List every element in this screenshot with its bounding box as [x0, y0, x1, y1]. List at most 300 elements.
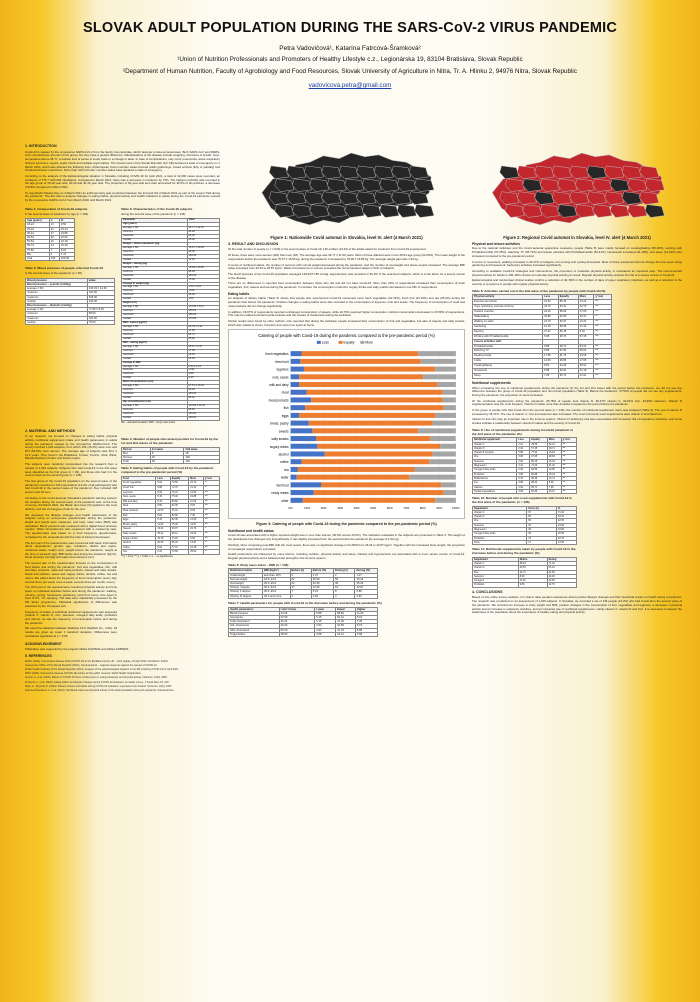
table-cell: 27	[49, 231, 59, 235]
table-cell: Magnesium	[473, 528, 527, 532]
table-cell: minimum	[122, 349, 188, 353]
table-cell: 79.00	[87, 320, 114, 324]
table-cell: 69.12	[170, 532, 189, 537]
table-cell: 25-34	[26, 227, 50, 231]
table-cell: 19.85	[59, 231, 74, 235]
table-cell: 21	[49, 227, 59, 231]
table-cell: ***	[594, 359, 612, 364]
table-cell: Vitamin B complex	[473, 451, 517, 455]
table-cell: 46.00	[187, 239, 219, 243]
table-cell: 20.59	[557, 532, 577, 536]
paragraph: Of the total number of people (n = 1 029) in the second wave of Covid-19, 136 entities (13.2% of the adults asked for treatment from Covid-19 experienced.	[228, 247, 427, 252]
table-cell: Watching TV	[473, 349, 543, 354]
poster-title: SLOVAK ADULT POPULATION DURING THE SARS-CoV-2 VIRUS PANDEMIC	[82, 20, 617, 36]
table-cell: 2.94	[517, 446, 530, 450]
table-cell: 35-44	[26, 231, 50, 235]
table-caption: Table 9: Use of nutritional supplements during Covid-19 pandemic in the 2nd wave of the pandemic (%)	[472, 427, 574, 436]
table-supplements	[472, 437, 577, 494]
table-cell: 170.33 ± 8.07	[187, 306, 219, 310]
column-left	[25, 142, 220, 693]
table-cell: 14.71	[518, 570, 547, 574]
slovakia-map-regional	[472, 142, 682, 234]
table-cell: 73.00	[187, 278, 219, 282]
table-cell: 19.85	[189, 495, 203, 500]
table-cell: 130.00	[187, 254, 219, 258]
table-header-cell: Total	[187, 219, 219, 223]
table-cell: 16.18	[547, 451, 561, 455]
table-cell: 79.41	[170, 509, 189, 514]
table-header-cell: Before (%)	[311, 569, 333, 573]
table-cell: 28.68	[547, 455, 561, 459]
authors: Petra Vadovičová¹, Katarína Fatrcová-Šramková²	[279, 45, 421, 52]
table-activities	[472, 294, 612, 378]
table-cell: 84.56	[530, 468, 548, 472]
bar-segment	[297, 475, 410, 480]
table-cell: 34	[150, 456, 184, 460]
table-cell: 8.09	[189, 504, 203, 509]
table-cell: average ± SD	[122, 405, 188, 409]
table-cell: 75-84	[26, 248, 50, 252]
table-cell: 33.09	[557, 528, 577, 532]
table-cell: 6.62	[156, 481, 170, 486]
table-cell: 39.71	[547, 446, 561, 450]
paragraph: The blood pressure of the Covid-19 population averaged 133.03/77.89 mmHg. Hypertension was recorded in 36.4% of the examined subjects, which is a risk factor for a severe course of the disease.	[228, 271, 465, 280]
table-header-cell: Food	[122, 476, 156, 481]
table-cell: 71.32	[557, 510, 577, 514]
table-header-cell: %	[557, 506, 577, 510]
table-cell: ***	[594, 324, 612, 329]
bar-segment	[435, 498, 456, 503]
table-cell: 20.59	[547, 579, 576, 583]
table-cell: 71.32	[547, 561, 576, 565]
table-cell: maximum	[122, 333, 188, 337]
table-cell: 18	[184, 451, 220, 455]
table-cell: Meat products	[122, 509, 156, 514]
paragraph: According to the analysis of the Epidemiological situation in Slovakia, including COVID-19 for April 2021, a total of 42,000 cases were recorded, an incidence of 775.7 /100 000 inhabitants. Compared to March 2021, there was a decrease in incidence by 72%. The highest morbidity was recorded in the age group of 15-19 year olds, 20-24 and 40-44 year olds. The proportion of 45-year-olds and older accounted for 32.6% of all positives, a decrease of 8.6% compared to March 2021.	[25, 173, 220, 190]
table-cell: 20.59	[156, 541, 170, 546]
bar-segment	[444, 490, 456, 495]
table-cell: 77.94	[530, 451, 548, 455]
table-cell: Calcium	[473, 485, 517, 489]
table-row	[473, 489, 577, 493]
category-label: ready meals	[271, 491, 289, 496]
table-cell: 41.91	[578, 373, 594, 378]
table-cell: 198.00	[187, 314, 219, 318]
table-cell: 145.00	[187, 412, 219, 416]
table-cell: 14.00	[187, 294, 219, 298]
table-cell: 30.88	[543, 315, 559, 320]
table-cell: 6.62	[156, 545, 170, 550]
table-cell: 77.21	[170, 545, 189, 550]
table-cell: 0.35	[187, 377, 219, 381]
table-cell: 21.32	[547, 464, 561, 468]
table-caption: Table 2: Blood pressure of people, who had Covid-19	[25, 266, 103, 271]
reference-item: ECDC (2020). Coronavirus disease 2019 (COVID-19) in the EU/EEA and the UK – ninth update, 23 April 2020. Stockholm: ECDC.	[25, 659, 169, 663]
table-age	[25, 218, 75, 261]
legend-label: Equally	[343, 341, 355, 346]
table-cell: 12.50	[557, 540, 577, 544]
table-cell: maximum	[122, 274, 188, 278]
table-cell: 106.00	[87, 291, 114, 295]
table-cell: 2.21	[517, 442, 530, 446]
table-cell: 2.94	[315, 624, 336, 628]
table-cell: -2.94	[187, 369, 219, 373]
table-header-cell: Less	[543, 295, 559, 300]
table-cell: 14	[49, 244, 59, 248]
table-cell: Iron	[473, 481, 517, 485]
map-district	[269, 166, 288, 179]
table-cell: *	[203, 527, 219, 532]
table-cell: 24.26	[558, 364, 578, 369]
contact-email-link[interactable]: vadovicova.petra@gmail.com	[308, 82, 392, 89]
bar-segment	[302, 460, 430, 465]
section-heading-results: 3. RESULT AND DISCUSSION	[228, 241, 279, 246]
table-cell: 22.79	[543, 305, 559, 310]
table-cell: 35.29	[355, 582, 378, 586]
table-cell: **	[594, 315, 612, 320]
table-cell: Outdoor exercise	[473, 310, 543, 315]
x-tick-label: 50%	[370, 506, 377, 511]
map-district	[610, 205, 629, 218]
table-cell: median	[26, 299, 88, 303]
table-cell: 58.00	[87, 312, 114, 316]
bar-segment	[291, 467, 298, 472]
table-cell: ***	[561, 489, 576, 493]
table-cell: average ± SD	[26, 287, 88, 291]
table-cell: 25.48	[187, 337, 219, 341]
table-cell: 5.15	[355, 624, 377, 628]
table-cell: **	[203, 481, 219, 486]
table-cell: ***	[594, 373, 612, 378]
table-cell: 5.88	[355, 590, 378, 594]
table-caption: Table 5: Eating habits of people with Covid-19 by the pandemic compared to the pre-pandemic period (%)	[121, 466, 214, 475]
table-cell: 4.84	[187, 373, 219, 377]
table-cell: 42.00	[187, 250, 219, 254]
paragraph: In addition, 63.97% of respondents reported unchanged consumption of sweets, while 22.79% reported higher consumption. Alcohol consumption decreased in 20.59% of respondents. This may be related to limited social contacts and the closure of restaurants during the lockdown.	[228, 309, 465, 318]
table-cell: average ± SD	[122, 266, 188, 270]
table-cell: maximum	[122, 254, 188, 258]
bar-segment	[316, 436, 430, 441]
table-header-cell: Less	[517, 438, 530, 442]
table-cell: Zinc	[473, 519, 527, 523]
table-cell: 1.47	[311, 573, 333, 577]
table-cell: Eggs	[122, 518, 156, 523]
table-cell: 18.5–24.9	[262, 577, 290, 581]
bar-segment	[430, 436, 455, 441]
bar-segment	[309, 421, 433, 426]
paragraph: The second part of the questionnaire focused on the consumption of food before and during the pandemic: fruit and vegetables, fish, milk and dairy products, meat and meat products, sweets and salty snacks, bread and pastries, sweet and sugary drinks, alcohol, coffee, tea and others. We asked about the frequency of food consumption (every day, several times per week, once a week, several times per month, never).	[25, 561, 117, 584]
bar-segment	[298, 467, 415, 472]
bar-segment	[291, 429, 313, 434]
table-row	[473, 540, 577, 544]
table-cell: 2	[290, 573, 311, 577]
bar-segment	[291, 421, 309, 426]
table-cell: ***	[594, 300, 612, 305]
subsection-heading: Physical and leisure activities	[472, 241, 521, 246]
table-cell: Walking on stairs	[473, 319, 543, 324]
table-cell: 15.44	[59, 227, 74, 231]
table-cell: Triglycerides	[229, 632, 280, 636]
category-label: meat	[281, 391, 289, 396]
map-district	[500, 166, 519, 179]
table-cell: Normal weight	[229, 577, 263, 581]
table-cell: **	[203, 541, 219, 546]
table-cell: minimum	[122, 409, 188, 413]
table-cell: Alcohol	[122, 541, 156, 546]
table-cell: 4.41	[156, 550, 170, 555]
table-cell: **	[203, 550, 219, 555]
table-header-cell: Less	[156, 476, 170, 481]
table-caption: Table 10: Number of people who used supplements with Covid-19 in the 2nd wave of the pandemic (n = 136)	[472, 496, 572, 504]
table-cell: 13.24	[578, 319, 594, 324]
table-cell: Weight – during (kg)	[122, 262, 188, 266]
paragraph: The first part of the questionnaire was concerned with basic information about respondents: gender, age, residence, district and region, nutritional status, height (cm), weight before the pandemic, weight at the time of research (kg), BMI before and during the pandemic (kg/m²), blood pressure (mmHg) and waist circumference (cm).	[25, 540, 117, 560]
table-cell: Fish	[122, 513, 156, 518]
table-cell: 66.18	[558, 329, 578, 334]
table-cell: median	[122, 278, 188, 282]
category-label: sugary drinks	[269, 445, 289, 450]
category-label: legumes	[276, 367, 289, 372]
table-cell: 52.21	[336, 615, 356, 619]
table-cell: 27.21	[543, 329, 559, 334]
table-cell: ***	[594, 310, 612, 315]
x-tick-label: 60%	[386, 506, 393, 511]
table-cell: 7.35	[543, 373, 559, 378]
table-cell: 67.65	[530, 455, 548, 459]
table-cell: 28	[527, 532, 557, 536]
paragraph: In the group of people who had Covid-19 in the second wave (n = 136), the number of nutritional supplement users was analysed (Table 9). The use of vitamin D increased by 39.71%. The use of vitamin C, zinc and selenium also increased. The most commonly used supplements were vitamin C and vitamin D.	[472, 408, 682, 416]
table-cell: 16.91	[547, 459, 561, 463]
map-district	[380, 205, 399, 218]
table-cell: ***	[561, 476, 576, 480]
table-cell: 42.65	[547, 570, 576, 574]
table-cell: minimum	[122, 369, 188, 373]
table-cell: maximum	[122, 353, 188, 357]
table-cell: 58.82	[336, 611, 356, 615]
table-cell: ***	[594, 319, 612, 324]
table-cell: BMI – during (kg/m²)	[122, 341, 188, 345]
bar-segment	[442, 398, 455, 403]
table-cell: 13.97	[189, 541, 203, 546]
reference-item: Sidor, A., Rzymski, P. (2020). Dietary choices and habits during COVID-19 lockdown: experience from Poland. Nutrients, 12(6), 1657.	[25, 684, 173, 688]
table-header-cell: More	[578, 295, 594, 300]
table-cell: 78.09 ± 16.85	[187, 266, 219, 270]
map-district	[505, 205, 524, 218]
table-cell: Hip circumference (cm)	[122, 401, 188, 405]
column-right	[472, 142, 682, 617]
table-cell: 3.68	[517, 489, 530, 493]
table-cell: 15.44	[156, 532, 170, 537]
table-cell: 165.00	[87, 295, 114, 299]
table-header-cell: Parameter	[122, 219, 188, 223]
table-row	[26, 320, 115, 324]
table-cell: 5.88	[156, 486, 170, 491]
references-heading: 5. REFERENCES	[25, 653, 52, 658]
table-cell: 8	[334, 590, 355, 594]
table-cell: less than 18.5	[262, 573, 290, 577]
bar-segment	[303, 498, 435, 503]
table-cell: Obesity III degree	[229, 594, 263, 598]
table-cell: Gardening	[473, 324, 543, 329]
table-row	[26, 227, 75, 231]
table-cell: total	[26, 257, 50, 261]
table-caption: Table 6: Body mass index – BMI (n = 136)	[228, 562, 289, 567]
table-cell: 8.09	[547, 481, 561, 485]
table-cell: 5.15	[355, 615, 377, 619]
table-cell: 4	[290, 594, 311, 598]
table-cell: Probiotics	[473, 583, 519, 587]
table-cell: 49.26	[279, 624, 315, 628]
table-cell: 7.35	[355, 620, 377, 624]
table-cell: 70.59	[170, 550, 189, 555]
table-header-cell: Lower	[315, 607, 336, 611]
table-cell: ***	[594, 369, 612, 374]
table-cell: 54.41	[578, 344, 594, 349]
category-label: milk and dairy	[269, 383, 289, 388]
table-cell: minimum	[26, 291, 88, 295]
table-cell: Vitamin D	[473, 446, 517, 450]
table-cell: 37.50	[558, 349, 578, 354]
table-health-parameters	[228, 607, 378, 637]
reference-item: Government Office of the Slovak Republic (2021). Covid-automat – regional measures against the spread of COVID-19.	[25, 663, 158, 667]
bar-segment	[317, 444, 440, 449]
map-district	[593, 205, 612, 218]
table-cell: 17	[527, 540, 557, 544]
table-cell: ***	[561, 481, 576, 485]
map-district	[362, 205, 381, 218]
x-tick-label: 30%	[337, 506, 344, 511]
table-cell: 1.47	[355, 573, 378, 577]
table-cell: ***	[561, 468, 576, 472]
paragraph: To map World Obesity Day on 4 March 2021 an anthropometry was conducted between the 2nd and 3rd of March 2021 as part of the project 'Talk during the pandemic'. The aim was to analyze changes in eating habits, physical activity and health indicators in adults during the Covid-19 pandemic caused by the coronavirus SARS-CoV-2 from March 2020 until March 2021.	[25, 190, 220, 203]
bar-segment	[299, 413, 435, 418]
table-cell: 55.15	[558, 300, 578, 305]
table-row	[229, 594, 378, 598]
table-cell: 7.35	[547, 485, 561, 489]
table-cell: 26.87 ± 5.27	[187, 345, 219, 349]
bar-segment	[429, 460, 456, 465]
table-cell: Meat	[122, 504, 156, 509]
table-cell: 97	[527, 510, 557, 514]
paragraph: When comparing the use of nutritional supplements during the pandemic (in the 1st and 2nd wave) with the period before the pandemic, we did not see any difference between the group of Covid-19 population and non-Covid population (Table 9). Before the pandemic, 37.50% of people did not use any supplements. During the pandemic, the proportion of users increased.	[472, 385, 682, 397]
table-cell: 12.50	[311, 586, 333, 590]
table-cell: 7.35	[189, 513, 203, 518]
category-label: salty snacks	[271, 437, 289, 442]
bar-segment	[291, 406, 306, 411]
table-cell: average ± SD	[122, 325, 188, 329]
table-cell: Exercise (at school)	[473, 300, 543, 305]
table-cell: 40.44	[279, 620, 315, 624]
table-cell: maximum	[122, 235, 188, 239]
table-cell: 11.03	[156, 522, 170, 527]
table-cell: 4	[334, 594, 355, 598]
table-cell: 45	[527, 528, 557, 532]
reference-item: Di Renzo, L. et al. (2020). Eating habits and lifestyle changes during COVID-19 lockdown: an Italian survey. J Transl Med, 18, 229.	[25, 680, 170, 684]
table-cell: Reading books	[473, 354, 543, 359]
table-cell: 38.24	[518, 561, 547, 565]
table-cell: ***	[203, 522, 219, 527]
table-cell: 13.97	[355, 586, 378, 590]
table-row	[26, 244, 75, 248]
table-cell: 2.94	[517, 468, 530, 472]
poster-header	[0, 0, 700, 100]
subsection-heading: Eating habits	[228, 291, 250, 296]
table-note: ** p < 0.01, *** p < 0.001, n.s. – no significance	[121, 554, 173, 558]
paragraph: Epidemiological and randomised clinical studies confirm a reduction of 40–50% in the number of days of upper respiratory infections, as well as a reduction in the severity of symptoms in people with regular physical activity.	[472, 278, 682, 287]
table-cell: median	[122, 298, 188, 302]
bar-segment	[291, 475, 297, 480]
table-supplement-users	[472, 506, 577, 546]
table-cell: 2	[49, 252, 59, 256]
map-district	[645, 205, 664, 218]
table-cell: maximum	[26, 295, 88, 299]
table-header-cell: Before	[518, 557, 547, 561]
table-cell: 30	[49, 236, 59, 240]
table-header-cell: χ² test	[561, 438, 576, 442]
paragraph: We assessed the lifestyle changes and health parameters of the subjects using an anonymous questionnaire during the pandemic. Height and weight were measured, and body mass index (BMI) was calculated. Blood pressure was measured with a digital blood pressure monitor. Waist circumference was measured with a measuring tape. The questionnaire was based on a food frequency questionnaire, completed by the respondents with the help of trained interviewers.	[25, 512, 117, 539]
bar-segment	[291, 367, 304, 372]
table-row	[122, 550, 220, 555]
table-cell: 2.94	[315, 628, 336, 632]
table-cell: 35.0–39.9	[262, 590, 290, 594]
table-cell: 5.88	[355, 628, 377, 632]
table-cell: 85.00	[187, 235, 219, 239]
bar-segment	[435, 413, 456, 418]
table-caption: Table 4: Number of people who tested positive for Covid-19 by the 1st and 2nd waves of the pandemic	[121, 437, 219, 445]
table-header-cell: 1st wave	[150, 447, 184, 451]
reference-item: Fatrcová-Šramková, K. et al. (2021). Nutritional status and physical activity of the adult population during the pandemic. Potravinarstvo.	[25, 688, 175, 692]
table-cell: Magnesium	[473, 464, 517, 468]
chart-title: Catering of people with Covid-19 during the pandemic compared to the pre-pandemic period (%)	[258, 333, 435, 339]
table-cell: 12.50	[189, 518, 203, 523]
reference-item: Public Health Authority of the Slovak Republic (2021). Analysis of the epidemiological situation in the SR including COVID-19 for April 2021.	[25, 667, 179, 671]
table-cell: Men	[122, 451, 151, 455]
table-cell: 22.79	[578, 305, 594, 310]
bar-segment	[311, 398, 442, 403]
table-cell: 31.62	[543, 300, 559, 305]
table-cell: ***	[561, 485, 576, 489]
paragraph: In our research, we focused on changes in eating habits, physical activity, nutritional supplement intake and health parameters in adults during the pandemic caused by the coronavirus SARS-CoV-2. The survey involved 1,029 subjects, from which 156 (15.2%) were men and 873 (84.8%) were women. The average age of subjects was 45.2 ± 12.9 years. They lived in the Bratislava, Trnava, Trenčín, Nitra, Žilina, Banská Bystrica, Prešov and Košice region.	[25, 434, 117, 461]
table-row	[122, 460, 220, 464]
table-cell: 55-64	[26, 240, 50, 244]
table-cell: 100.00	[59, 257, 74, 261]
x-tick-label: 0%	[288, 506, 293, 511]
table-cell: Dancing	[473, 329, 543, 334]
table-cell: 1.52 ± 3.25	[187, 286, 219, 290]
table-header-cell: More	[547, 438, 561, 442]
bar-segment	[299, 382, 437, 387]
table-cell: minimum	[122, 389, 188, 393]
table-header-cell: χ² test	[594, 295, 612, 300]
table-cell: 5.15	[156, 499, 170, 504]
table-caption: Table 1: Composition of Covid-19 subjects	[25, 206, 88, 211]
paragraph: We used the statistical software Statistica 13.0 (StatSoft Inc., USA). All results are given as mean ± standard deviation. Differences were considered significant at p < 0.05.	[25, 626, 117, 638]
subsection-heading: Nutritional and health status	[228, 528, 274, 533]
table-cell: average ± SD	[122, 306, 188, 310]
bar-segment	[299, 375, 423, 380]
table-cell: Vitamin C	[473, 510, 527, 514]
table-cell: Obesity I degree	[229, 586, 263, 590]
map-district	[275, 205, 294, 218]
table-cell: 1.00	[187, 298, 219, 302]
table-cell: 5.15	[517, 476, 530, 480]
table-cell: 5.88	[315, 611, 336, 615]
figure-3-bar-chart	[228, 329, 465, 519]
table-cell: 133.03 ± 12.52	[87, 287, 114, 291]
table-cell: Omega-3 fatty acids	[473, 532, 527, 536]
table-cell: 13	[49, 223, 59, 227]
table-cell: 82.35	[170, 504, 189, 509]
